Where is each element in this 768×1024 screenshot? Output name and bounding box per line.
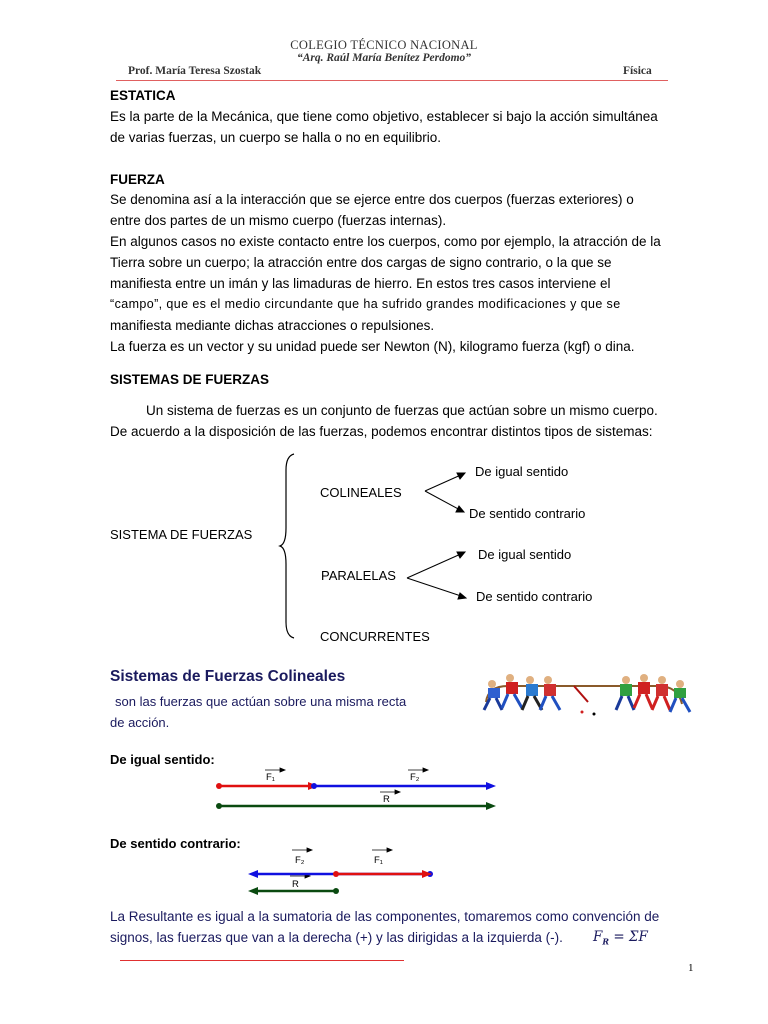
text-line: manifiesta mediante dichas atracciones o repulsiones. bbox=[110, 318, 435, 333]
text-line: En algunos casos no existe contacto entre los cuerpos, como por ejemplo, la atracción de la bbox=[110, 234, 661, 249]
text-line: de acción. bbox=[110, 714, 170, 730]
igual-heading: De igual sentido: bbox=[110, 752, 215, 767]
tree-colineales: COLINEALES bbox=[320, 485, 402, 500]
contrario-f1-label: F₁ bbox=[374, 855, 384, 866]
text-line: Se denomina así a la interacción que se ejerce entre dos cuerpos (fuerzas exteriores) o bbox=[110, 192, 634, 207]
school-name: COLEGIO TÉCNICO NACIONAL bbox=[290, 38, 478, 52]
subject-name: Física bbox=[623, 65, 652, 77]
text-line: son las fuerzas que actúan sobre una misma recta bbox=[115, 694, 407, 709]
igual-f1-label: F₁ bbox=[266, 772, 276, 783]
resultante-line-1: La Resultante es igual a la sumatoria de las componentes, tomaremos como convención de bbox=[110, 909, 660, 924]
resultante-line-2: signos, las fuerzas que van a la derecha (+) y las dirigidas a la izquierda (-). bbox=[110, 930, 563, 945]
igual-r-label: R bbox=[383, 794, 390, 805]
text-line: Tierra sobre un cuerpo; la atracción entre dos cargas de signo contrario, o la que se bbox=[110, 255, 612, 270]
tree-paralelas-opposite: De sentido contrario bbox=[476, 589, 593, 604]
colineales-heading: Sistemas de Fuerzas Colineales bbox=[110, 668, 346, 685]
footer-divider bbox=[120, 960, 404, 961]
teacher-name: Prof. María Teresa Szostak bbox=[128, 65, 262, 77]
tree-paralelas: PARALELAS bbox=[321, 568, 396, 583]
sistemas-line-1: Un sistema de fuerzas es un conjunto de fuerzas que actúan sobre un mismo cuerpo. bbox=[146, 403, 658, 418]
text-line: La fuerza es un vector y su unidad puede ser Newton (N), kilogramo fuerza (kgf) o dina. bbox=[110, 339, 635, 354]
resultante-formula: $F_R = \Sigma F$ bbox=[593, 929, 648, 947]
text-line: “campo”, que es el medio circundante que ha sufrido grandes modificaciones y que se bbox=[110, 297, 621, 311]
school-subtitle: “Arq. Raúl María Benítez Perdomo” bbox=[296, 52, 472, 64]
text-line: manifiesta entre un imán y las limaduras de hierro. En estos tres casos interviene el bbox=[110, 276, 611, 291]
fuerza-heading: FUERZA bbox=[110, 172, 165, 187]
contrario-heading: De sentido contrario: bbox=[110, 836, 241, 851]
tree-root: SISTEMA DE FUERZAS bbox=[110, 527, 253, 542]
sistemas-heading: SISTEMAS DE FUERZAS bbox=[110, 372, 270, 387]
igual-f2-label: F₂ bbox=[410, 772, 420, 783]
page-number: 1 bbox=[688, 962, 694, 974]
text-line: entre dos partes de un mismo cuerpo (fuerzas internas). bbox=[110, 213, 447, 228]
tree-colineales-same: De igual sentido bbox=[475, 464, 569, 479]
tree-paralelas-same: De igual sentido bbox=[478, 547, 572, 562]
tree-colineales-opposite: De sentido contrario bbox=[469, 506, 586, 521]
sistemas-line-2: De acuerdo a la disposición de las fuerzas, podemos encontrar distintos tipos de sistemas: bbox=[110, 424, 653, 439]
contrario-r-label: R bbox=[292, 879, 299, 890]
text-line: Es la parte de la Mecánica, que tiene como objetivo, establecer si bajo la acción simultánea bbox=[110, 109, 658, 124]
estatica-heading: ESTATICA bbox=[110, 88, 176, 103]
text-line: de varias fuerzas, un cuerpo se halla o no en equilibrio. bbox=[110, 130, 441, 145]
tree-concurrentes: CONCURRENTES bbox=[320, 629, 430, 644]
contrario-f2-label: F₂ bbox=[295, 855, 305, 866]
